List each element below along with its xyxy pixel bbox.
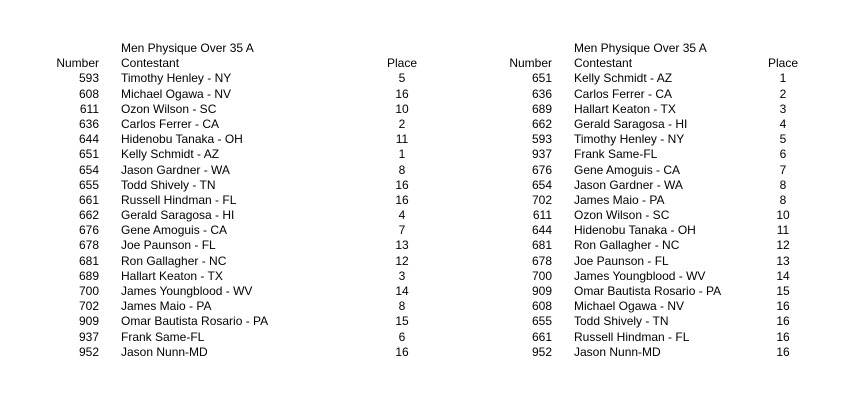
contestant-column-header: Contestant [121, 56, 180, 71]
contestant-name: Russell Hindman - FL [121, 192, 237, 207]
contestant-number: 636 [78, 116, 99, 131]
contestant-place: 3 [779, 101, 787, 116]
contestant-place: 12 [395, 253, 409, 268]
contestant-number: 702 [78, 299, 99, 314]
contestant-place: 16 [776, 344, 790, 359]
contestant-number: 654 [531, 177, 552, 192]
contestant-place: 11 [776, 223, 790, 238]
contestant-number: 593 [531, 132, 552, 147]
contestant-number: 655 [78, 177, 99, 192]
contestant-place: 14 [776, 268, 790, 283]
contestant-number: 937 [531, 147, 552, 162]
contestant-place: 6 [398, 329, 406, 344]
contestant-place: 13 [395, 238, 409, 253]
contestant-place: 1 [779, 71, 787, 86]
contestant-number: 678 [531, 253, 552, 268]
contestant-place: 16 [776, 329, 790, 344]
contestant-number: 909 [531, 284, 552, 298]
contestant-number: 608 [78, 86, 99, 101]
contestant-name: Gerald Saragosa - HI [121, 208, 235, 223]
contestant-name: Jason Gardner - WA [574, 177, 683, 192]
contestant-name: James Maio - PA [574, 192, 665, 207]
contestant-name: Todd Shively - TN [574, 314, 669, 329]
contestant-name: Timothy Henley - NY [121, 71, 232, 86]
contestant-name: Todd Shively - TN [121, 177, 216, 192]
contestant-number: 662 [531, 116, 552, 131]
contestant-name: Gene Amoguis - CA [121, 223, 228, 238]
contestant-place: 8 [779, 177, 787, 192]
contestant-place: 11 [395, 132, 409, 147]
contestant-number: 681 [78, 253, 99, 268]
contestant-number: 689 [531, 101, 552, 116]
contestant-place: 10 [395, 101, 409, 116]
contestant-number: 661 [78, 192, 99, 207]
contestant-place: 16 [395, 192, 409, 207]
contestant-place: 14 [395, 284, 409, 298]
contestant-number: 952 [531, 344, 552, 359]
contestant-name: Kelly Schmidt - AZ [574, 71, 673, 86]
contestant-number: 700 [531, 268, 552, 283]
contestant-number: 676 [78, 223, 99, 238]
contestant-place: 13 [776, 253, 790, 268]
contestant-place: 10 [776, 208, 790, 223]
contestant-place: 7 [398, 223, 406, 238]
contestant-number: 651 [78, 147, 99, 162]
contestant-place: 5 [779, 132, 787, 147]
contestant-name: Hallart Keaton - TX [574, 101, 676, 116]
contestant-number: 952 [78, 344, 99, 359]
contestant-name: Joe Paunson - FL [574, 253, 669, 268]
contestant-place: 8 [398, 162, 406, 177]
contestant-name: Carlos Ferrer - CA [574, 86, 673, 101]
contestant-name: Jason Nunn-MD [121, 344, 208, 359]
contestant-place: 6 [779, 147, 787, 162]
place-column-header: Place [767, 56, 799, 71]
contestant-place: 4 [779, 116, 787, 131]
contestant-place: 16 [776, 314, 790, 329]
contestant-name: Ozon Wilson - SC [121, 101, 217, 116]
contestant-name: Hidenobu Tanaka - OH [574, 223, 696, 238]
contestant-name: Joe Paunson - FL [121, 238, 216, 253]
contestant-place: 16 [395, 344, 409, 359]
contestant-number: 651 [531, 71, 552, 86]
contestant-number: 644 [531, 223, 552, 238]
contestant-name: James Youngblood - WV [121, 284, 253, 298]
contestant-number: 655 [531, 314, 552, 329]
table-title: Men Physique Over 35 A [121, 41, 254, 55]
contestant-name: Hallart Keaton - TX [121, 268, 223, 283]
contestant-place: 4 [398, 208, 406, 223]
contestant-place: 2 [779, 86, 787, 101]
contestant-place: 15 [776, 284, 790, 298]
contestant-place: 12 [776, 238, 790, 253]
contestant-number: 676 [531, 162, 552, 177]
contestant-name: Ron Gallagher - NC [574, 238, 680, 253]
number-column-header: Number [509, 56, 552, 71]
contestant-number: 662 [78, 208, 99, 223]
contestant-number: 611 [79, 101, 99, 116]
contestant-place: 16 [776, 299, 790, 314]
contestant-number: 661 [531, 329, 552, 344]
contestant-number: 611 [532, 208, 552, 223]
contestant-name: Ozon Wilson - SC [574, 208, 670, 223]
contestant-name: Gerald Saragosa - HI [574, 116, 688, 131]
contestant-place: 5 [398, 71, 406, 86]
contestant-place: 1 [398, 147, 406, 162]
table-title: Men Physique Over 35 A [574, 41, 707, 55]
contestant-name: Russell Hindman - FL [574, 329, 690, 344]
contestant-number: 654 [78, 162, 99, 177]
contestant-name: Michael Ogawa - NV [574, 299, 685, 314]
contestant-number: 681 [531, 238, 552, 253]
contestant-name: Gene Amoguis - CA [574, 162, 681, 177]
contestant-number: 937 [78, 329, 99, 344]
contestant-name: Carlos Ferrer - CA [121, 116, 220, 131]
contestant-place: 8 [398, 299, 406, 314]
contestant-name: Jason Gardner - WA [121, 162, 230, 177]
contestant-number: 593 [78, 71, 99, 86]
contestant-number: 702 [531, 192, 552, 207]
contestant-name: Frank Same-FL [574, 147, 658, 162]
contestant-place: 16 [395, 177, 409, 192]
contestant-place: 15 [395, 314, 409, 329]
contestant-place: 8 [779, 192, 787, 207]
place-column-header: Place [386, 56, 418, 71]
contestant-number: 608 [531, 299, 552, 314]
contestant-number: 644 [78, 132, 99, 147]
contestant-name: James Youngblood - WV [574, 268, 706, 283]
contestant-name: James Maio - PA [121, 299, 212, 314]
contestant-name: Timothy Henley - NY [574, 132, 685, 147]
contestant-name: Ron Gallagher - NC [121, 253, 227, 268]
contestant-place: 3 [398, 268, 406, 283]
contestant-name: Frank Same-FL [121, 329, 205, 344]
contestant-number: 689 [78, 268, 99, 283]
contestant-number: 909 [78, 314, 99, 329]
contestant-column-header: Contestant [574, 56, 633, 71]
contestant-name: Omar Bautista Rosario - PA [574, 284, 722, 298]
contestant-name: Omar Bautista Rosario - PA [121, 314, 269, 329]
contestant-place: 7 [779, 162, 787, 177]
contestant-place: 2 [398, 116, 406, 131]
contestant-name: Michael Ogawa - NV [121, 86, 232, 101]
contestant-name: Jason Nunn-MD [574, 344, 661, 359]
contestant-number: 636 [531, 86, 552, 101]
contestant-place: 16 [395, 86, 409, 101]
contestant-name: Hidenobu Tanaka - OH [121, 132, 243, 147]
number-column-header: Number [56, 56, 99, 71]
contestant-number: 700 [78, 284, 99, 298]
contestant-number: 678 [78, 238, 99, 253]
contestant-name: Kelly Schmidt - AZ [121, 147, 220, 162]
